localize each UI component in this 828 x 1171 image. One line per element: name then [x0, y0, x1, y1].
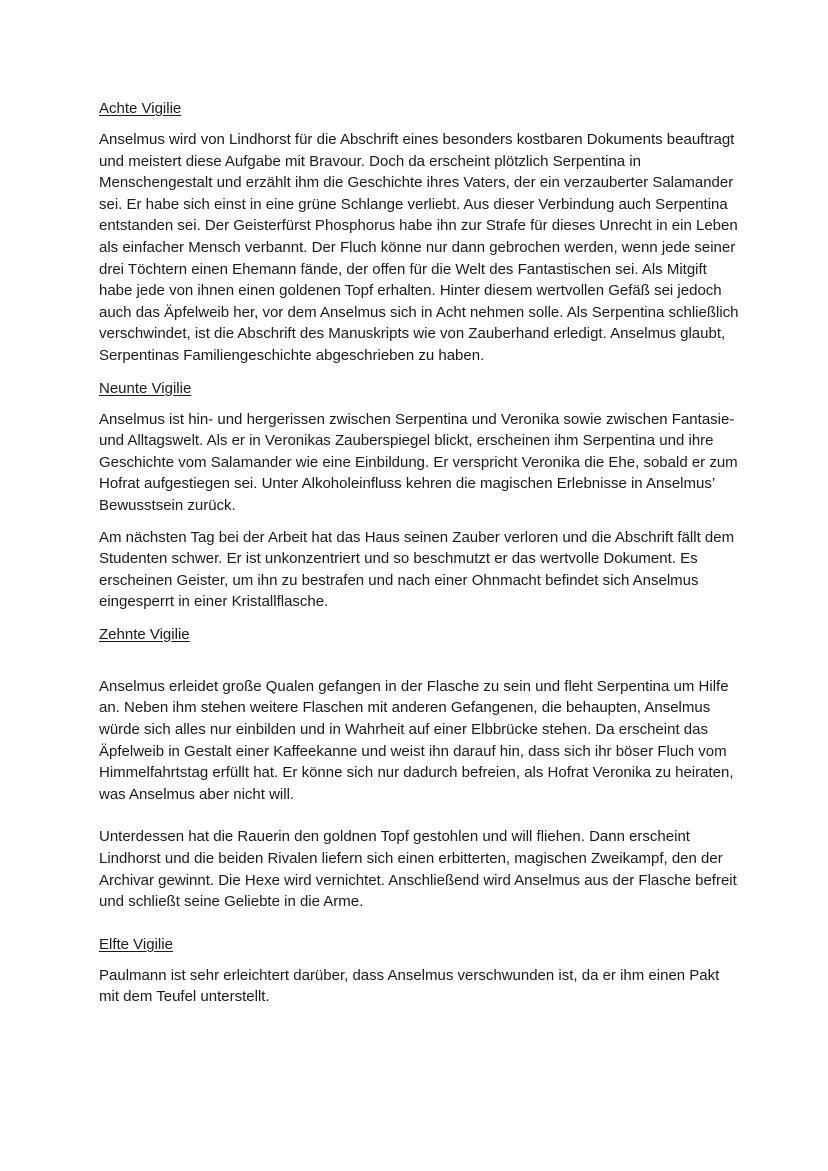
section-paragraph: Unterdessen hat die Rauerin den goldnen Topf gestohlen und will fliehen. Dann erscheint Lindhorst und die beiden Rivalen liefern sich einen erbitterten, magischen Zweikampf, den der Archivar gewinnt. Die Hexe wird vernichtet. Anschließend wird Anselmus aus der Flasche befreit und schließt seine Geliebte in die Arme. — [99, 828, 737, 911]
section-paragraph: Am nächsten Tag bei der Arbeit hat das Haus seinen Zauber verloren und die Abschrift fällt dem Studenten schwer. Er ist unkonzentriert und so beschmutzt er das wertvolle Dokument. Es erscheinen Geister, um ihn zu bestrafen und nach einer Ohnmacht befindet sich Anselmus eingesperrt in einer Kristallflasche. — [99, 528, 735, 611]
section-elfte-vigilie — [99, 934, 739, 1008]
section-zehnte-vigilie — [99, 624, 739, 913]
section-heading: Zehnte Vigilie — [99, 625, 190, 643]
section-heading: Elfte Vigilie — [99, 935, 173, 953]
section-paragraph: Paulmann ist sehr erleichtert darüber, dass Anselmus verschwunden ist, da er ihm einen Pakt mit dem Teufel unterstellt. — [99, 966, 720, 1006]
section-heading: Achte Vigilie — [99, 100, 182, 117]
section-achte-vigilie — [99, 98, 739, 367]
section-heading: Neunte Vigilie — [99, 379, 192, 397]
section-paragraph: Anselmus wird von Lindhorst für die Abschrift eines besonders kostbaren Dokuments beauftragt und meistert diese Aufgabe mit Bravour. Doch da erscheint plötzlich Serpentina in Menschengestalt und erzählt ihm die Geschichte ihres Vaters, der ein verzauberter Salamander sei. Er habe sich einst in eine grüne Schlange verliebt. Aus dieser Verbindung auch Serpentina entstanden sei. Der Geisterfürst Phosphorus habe ihn zur Strafe für dieses Unrecht in ein Leben als einfacher Mensch verbannt. Der Fluch könne nur dann gebrochen werden, wenn jede seiner drei Töchtern einen Ehemann fände, der offen für die Welt des Fantastischen sei. Als Mitgift habe jede von ihnen einen goldenen Topf erhalten. Hinter diesem wertvollen Gefäß sei jedoch auch das Äpfelweib her, vor dem Anselmus sich in Acht nehmen solle. Als Serpentina schließlich verschwindet, ist die Abschrift des Manuskripts wie von Zauberhand erledigt. Anselmus glaubt, Serpentinas Familiengeschichte abgeschrieben zu haben. — [99, 131, 739, 364]
document-page — [99, 98, 739, 1008]
section-paragraph: Anselmus erleidet große Qualen gefangen in der Flasche zu sein und fleht Serpentina um Hilfe an. Neben ihm stehen weitere Flaschen mit anderen Gefangenen, die behaupten, Anselmus würde sich alles nur einbilden und in Wahrheit auf einer Elbbrücke stehen. Da erscheint das Äpfelweib in Gestalt einer Kaffeekanne und weist ihn darauf hin, dass sich ihr böser Fluch vom Himmelfahrtstag erfüllt hat. Er könne sich nur dadurch befreien, als Hofrat Veronika zu heiraten, was Anselmus aber nicht will. — [99, 677, 734, 803]
section-neunte-vigilie — [99, 378, 739, 613]
section-paragraph: Anselmus ist hin- und hergerissen zwischen Serpentina und Veronika sowie zwischen Fantasie- und Alltagswelt. Als er in Veronikas Zauberspiegel blickt, erscheinen ihm Serpentina und ihre Geschichte vom Salamander wie eine Einbildung. Er verspricht Veronika die Ehe, sobald er zum Hofrat aufgestiegen sei. Unter Alkoholeinfluss kehren die magischen Erlebnisse in Anselmus’ Bewusstsein zurück. — [99, 410, 738, 514]
